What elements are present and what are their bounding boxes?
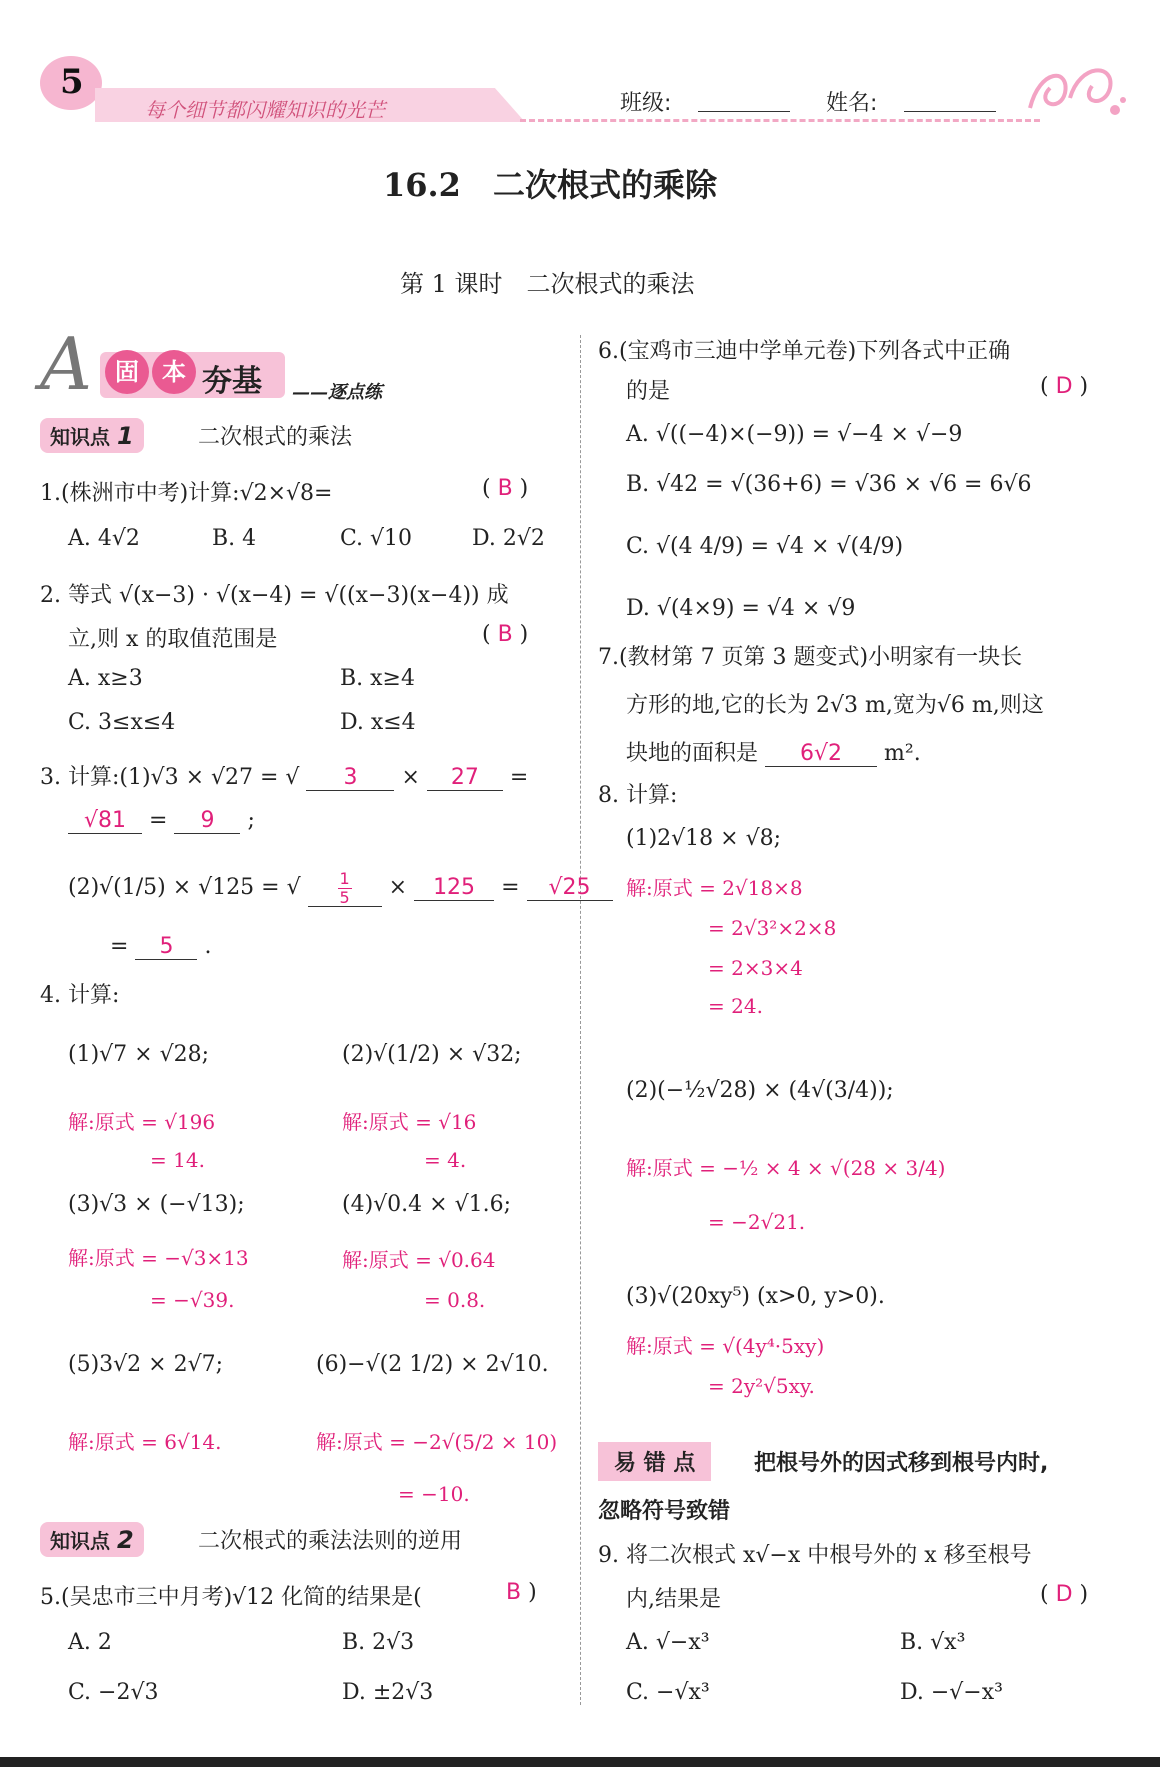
q1-option-c: C. √10	[340, 526, 413, 551]
q3-blank-8: 5	[135, 934, 197, 960]
q3-semi: ;	[247, 808, 255, 833]
q4-part-4: (4)√0.4 × √1.6;	[342, 1192, 512, 1217]
q5-option-a: A. 2	[68, 1630, 112, 1655]
q1-answer: B	[497, 476, 513, 501]
q6-answer-slot: ( D )	[1040, 374, 1089, 399]
q2-answer: B	[497, 622, 513, 647]
q8-sol-2-line-1: 解:原式 = −½ × 4 × √(28 × 3/4)	[626, 1156, 946, 1180]
kp1-tag: 知识点 1	[40, 418, 144, 453]
kp2-tag: 知识点 2	[40, 1522, 144, 1557]
q8-sol-1-line-1: 解:原式 = 2√18×8	[626, 876, 803, 900]
q4-sol-6a: 解:原式 = −2√(5/2 × 10)	[316, 1430, 558, 1454]
q7-l3-text: 块地的面积是	[626, 741, 759, 766]
q3-blank-1: 3	[306, 765, 394, 791]
q5-option-c: C. −2√3	[68, 1680, 159, 1705]
q4-sol-4b: = 0.8.	[424, 1288, 486, 1312]
name-field[interactable]	[904, 111, 996, 112]
q8-sol-2-line-2: = −2√21.	[708, 1210, 806, 1234]
q3-eq3: =	[501, 875, 520, 901]
lesson-subtitle: 第 1 课时 二次根式的乘法	[400, 270, 695, 298]
q1-option-d: D. 2√2	[472, 526, 545, 551]
q2-stem-1: 2. 等式 √(x−3) · √(x−4) = √((x−3)(x−4)) 成	[40, 583, 509, 608]
q4-part-2: (2)√(1/2) × √32;	[342, 1042, 522, 1067]
q6-stem-2: 的是	[626, 379, 671, 404]
q8-sol-3-line-2: = 2y²√5xy.	[708, 1374, 815, 1398]
slogan: 每个细节都闪耀知识的光芒	[145, 98, 385, 122]
kp2-title: 二次根式的乘法法则的逆用	[198, 1529, 463, 1554]
q5-stem: 5.(吴忠市三中月考)√12 化简的结果是(	[40, 1585, 422, 1610]
banner-circle-2: 本	[152, 350, 196, 394]
q2-stem-2: 立,则 x 的取值范围是	[68, 627, 278, 652]
q1-stem: 1.(株洲市中考)计算:√2×√8=	[40, 481, 333, 506]
q3-l1-text: 3. 计算:(1)√3 × √27 = √	[40, 765, 300, 790]
q8-sol-1-line-4: = 24.	[708, 994, 763, 1018]
q3-line-3	[68, 870, 613, 907]
q6-option-a: A. √((−4)×(−9)) = √−4 × √−9	[626, 422, 963, 447]
q1-option-b: B. 4	[212, 526, 257, 551]
q4-sol-1b: = 14.	[150, 1148, 205, 1172]
q4-sol-6b: = −10.	[398, 1482, 470, 1506]
q7-line-3	[626, 736, 921, 767]
err-title-2: 忽略符号致错	[598, 1499, 731, 1524]
q8-sol-3-line-1: 解:原式 = √(4y⁴·5xy)	[626, 1334, 825, 1358]
q5-option-b: B. 2√3	[342, 1630, 415, 1655]
q3-blank-4: 9	[174, 808, 240, 834]
kp1-title: 二次根式的乘法	[198, 425, 353, 450]
q2-option-a: A. x≥3	[68, 666, 143, 691]
q3-line-1	[40, 760, 528, 791]
q3-l2-text: (2)√(1/5) × √125 = √	[68, 875, 301, 901]
page-number: 5	[60, 62, 84, 102]
q4-sol-3a: 解:原式 = −√3×13	[68, 1246, 249, 1270]
q3-blank-7: √25	[527, 875, 613, 901]
column-divider	[580, 335, 581, 1705]
q7-line-2: 方形的地,它的长为 2√3 m,宽为√6 m,则这	[626, 693, 1044, 718]
q4-sol-1a: 解:原式 = √196	[68, 1110, 216, 1134]
q9-option-d: D. −√−x³	[900, 1680, 1003, 1705]
q8-head: 8. 计算:	[598, 783, 678, 808]
flourish-icon	[1020, 48, 1130, 128]
q2-answer-slot: ( B )	[482, 622, 529, 647]
q4-sol-2a: 解:原式 = √16	[342, 1110, 477, 1134]
q4-part-5: (5)3√2 × 2√7;	[68, 1352, 224, 1377]
q3-eq: =	[509, 765, 529, 790]
q3-eq4: =	[110, 934, 129, 959]
q6-stem-1: 6.(宝鸡市三迪中学单元卷)下列各式中正确	[598, 339, 1011, 364]
q6-option-d: D. √(4×9) = √4 × √9	[626, 596, 856, 621]
q9-option-a: A. √−x³	[626, 1630, 710, 1655]
q3-line-2	[68, 808, 255, 834]
class-field[interactable]	[698, 111, 790, 112]
q3-line-4	[110, 934, 211, 960]
q3-times-2: ×	[388, 875, 408, 901]
q8-sol-1-line-3: = 2×3×4	[708, 956, 803, 980]
q6-option-c: C. √(4 4/9) = √4 × √(4/9)	[626, 534, 904, 559]
class-label: 班级:	[620, 91, 672, 116]
banner-text: 夯基	[202, 364, 262, 399]
q5-answer: B	[506, 1580, 522, 1605]
q4-sol-4a: 解:原式 = √0.64	[342, 1248, 496, 1272]
q3-blank-3: √81	[68, 808, 142, 834]
q4-sol-3b: = −√39.	[150, 1288, 235, 1312]
q7-unit: m².	[884, 741, 921, 766]
q9-option-c: C. −√x³	[626, 1680, 710, 1705]
lesson-title: 16.2 二次根式的乘除	[383, 166, 717, 204]
q7-blank: 6√2	[765, 741, 877, 767]
q9-answer: D	[1055, 1582, 1073, 1607]
q6-answer: D	[1055, 374, 1073, 399]
q3-eq2: =	[149, 808, 168, 833]
q7-line-1: 7.(教材第 7 页第 3 题变式)小明家有一块长	[598, 645, 1023, 670]
q8-sol-1-line-2: = 2√3²×2×8	[708, 916, 837, 940]
q8-part-2: (2)(−½√28) × (4√(3/4));	[626, 1078, 894, 1103]
q4-sol-2b: = 4.	[424, 1148, 467, 1172]
q9-line-2: 内,结果是	[626, 1587, 721, 1612]
header-dashes	[520, 119, 1040, 122]
banner-circle-1: 固	[105, 350, 149, 394]
banner-sub: ——逐点练	[292, 382, 382, 403]
q3-blank-6: 125	[414, 875, 494, 901]
q1-option-a: A. 4√2	[68, 526, 140, 551]
q4-sol-5a: 解:原式 = 6√14.	[68, 1430, 222, 1454]
q4-head: 4. 计算:	[40, 983, 120, 1008]
q5-option-d: D. ±2√3	[342, 1680, 434, 1705]
q4-part-3: (3)√3 × (−√13);	[68, 1192, 245, 1217]
q3-b5-num: 1	[339, 869, 350, 888]
banner-letter: A	[40, 322, 92, 406]
q4-part-6: (6)−√(2 1/2) × 2√10.	[316, 1352, 549, 1377]
name-label: 姓名:	[826, 91, 878, 116]
q9-answer-slot: ( D )	[1040, 1582, 1089, 1607]
q2-option-c: C. 3≤x≤4	[68, 710, 176, 735]
q9-option-b: B. √x³	[900, 1630, 966, 1655]
q2-option-d: D. x≤4	[340, 710, 416, 735]
err-tag: 易 错 点	[598, 1442, 711, 1481]
q8-part-3: (3)√(20xy⁵) (x>0, y>0).	[626, 1284, 885, 1309]
q3-blank-2: 27	[427, 765, 503, 791]
bottom-bar	[0, 1757, 1160, 1767]
q9-line-1: 9. 将二次根式 x√−x 中根号外的 x 移至根号	[598, 1543, 1032, 1568]
q3-blank-5	[308, 870, 382, 907]
q2-option-b: B. x≥4	[340, 666, 415, 691]
q4-part-1: (1)√7 × √28;	[68, 1042, 210, 1067]
q8-part-1: (1)2√18 × √8;	[626, 826, 782, 851]
err-title-1: 把根号外的因式移到根号内时,	[754, 1451, 1049, 1476]
q5-answer-slot: B )	[506, 1580, 537, 1605]
q3-times: ×	[401, 765, 420, 790]
q3-b5-den: 5	[339, 887, 350, 907]
q1-answer-slot: ( B )	[482, 476, 529, 501]
q6-option-b: B. √42 = √(36+6) = √36 × √6 = 6√6	[626, 472, 1032, 497]
q3-dot: .	[204, 934, 212, 959]
